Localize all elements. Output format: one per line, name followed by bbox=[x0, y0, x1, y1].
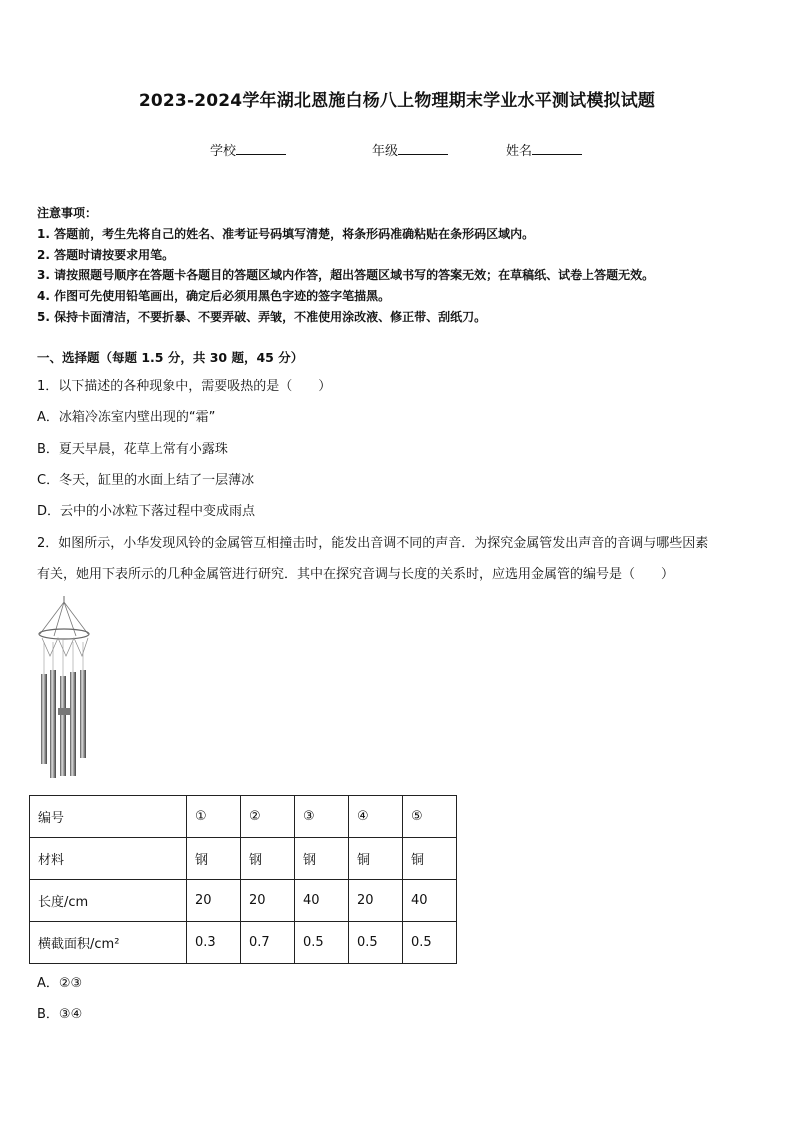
question-1-option-a: A．冰箱冷冻室内壁出现的“霜” bbox=[37, 410, 216, 425]
notice-heading: 注意事项： bbox=[37, 206, 98, 220]
table-cell: 钢 bbox=[241, 838, 295, 880]
table-cell: ⑤ bbox=[403, 796, 457, 838]
table-row-label: 长度/cm bbox=[30, 880, 187, 922]
grade-blank[interactable] bbox=[398, 142, 448, 155]
table-row-label: 横截面积/cm² bbox=[30, 922, 187, 964]
question-2-stem-line-1: 2．如图所示，小华发现风铃的金属管互相撞击时，能发出音调不同的声音．为探究金属管发出声音的音调与哪些因素 bbox=[37, 536, 709, 551]
question-1-stem: 1．以下描述的各种现象中，需要吸热的是（ ） bbox=[37, 379, 332, 394]
table-row bbox=[30, 880, 457, 922]
table-cell: 0.3 bbox=[187, 922, 241, 964]
table-cell: 铜 bbox=[403, 838, 457, 880]
grade-label: 年级 bbox=[372, 144, 399, 159]
table-cell: 20 bbox=[187, 880, 241, 922]
question-2-option-b: B．③④ bbox=[37, 1007, 83, 1022]
table-cell: 0.5 bbox=[349, 922, 403, 964]
table-cell: 钢 bbox=[295, 838, 349, 880]
school-blank[interactable] bbox=[236, 142, 286, 155]
name-label: 姓名 bbox=[506, 144, 533, 159]
notice-item: 5. 保持卡面清洁，不要折暴、不要弄破、弄皱，不准使用涂改液、修正带、刮纸刀。 bbox=[37, 310, 487, 324]
table-row bbox=[30, 838, 457, 880]
question-2-option-a: A．②③ bbox=[37, 976, 83, 991]
name-blank[interactable] bbox=[532, 142, 582, 155]
table-cell: 20 bbox=[241, 880, 295, 922]
metal-tube-table bbox=[29, 795, 457, 964]
notice-item: 3. 请按照题号顺序在答题卡各题目的答题区域内作答，超出答题区域书写的答案无效；在草稿纸、试卷上答题无效。 bbox=[37, 268, 655, 282]
section-heading: 一、选择题（每题 1.5 分，共 30 题，45 分） bbox=[37, 350, 304, 365]
table-row-label: 材料 bbox=[30, 838, 187, 880]
table-cell: ② bbox=[241, 796, 295, 838]
table-row-label: 编号 bbox=[30, 796, 187, 838]
table-row bbox=[30, 796, 457, 838]
table-cell: 钢 bbox=[187, 838, 241, 880]
page-title: 2023-2024学年湖北恩施白杨八上物理期末学业水平测试模拟试题 bbox=[138, 91, 656, 111]
question-2-stem-line-2: 有关，她用下表所示的几种金属管进行研究．其中在探究音调与长度的关系时，应选用金属管的编号是（ ） bbox=[37, 567, 675, 582]
question-1-option-d: D．云中的小冰粒下落过程中变成雨点 bbox=[37, 504, 256, 519]
table-cell: 20 bbox=[349, 880, 403, 922]
table-cell: ③ bbox=[295, 796, 349, 838]
school-label: 学校 bbox=[210, 144, 237, 159]
notice-item: 2. 答题时请按要求用笔。 bbox=[37, 248, 175, 262]
table-cell: 0.5 bbox=[295, 922, 349, 964]
notice-item: 4. 作图可先使用铅笔画出，确定后必须用黑色字迹的签字笔描黑。 bbox=[37, 289, 391, 303]
table-cell: 40 bbox=[403, 880, 457, 922]
table-cell: 铜 bbox=[349, 838, 403, 880]
table-cell: ① bbox=[187, 796, 241, 838]
school-field[interactable] bbox=[210, 140, 286, 159]
question-1-option-c: C．冬天，缸里的水面上结了一层薄冰 bbox=[37, 473, 255, 488]
name-field[interactable] bbox=[506, 140, 582, 159]
question-1-option-b: B．夏天早晨，花草上常有小露珠 bbox=[37, 442, 228, 457]
wind-chime-figure bbox=[34, 596, 94, 786]
table-row bbox=[30, 922, 457, 964]
table-cell: ④ bbox=[349, 796, 403, 838]
notice-item: 1. 答题前，考生先将自己的姓名、准考证号码填写清楚，将条形码准确粘贴在条形码区域内。 bbox=[37, 227, 535, 241]
grade-field[interactable] bbox=[372, 140, 448, 159]
table-cell: 40 bbox=[295, 880, 349, 922]
table-cell: 0.5 bbox=[403, 922, 457, 964]
table-cell: 0.7 bbox=[241, 922, 295, 964]
